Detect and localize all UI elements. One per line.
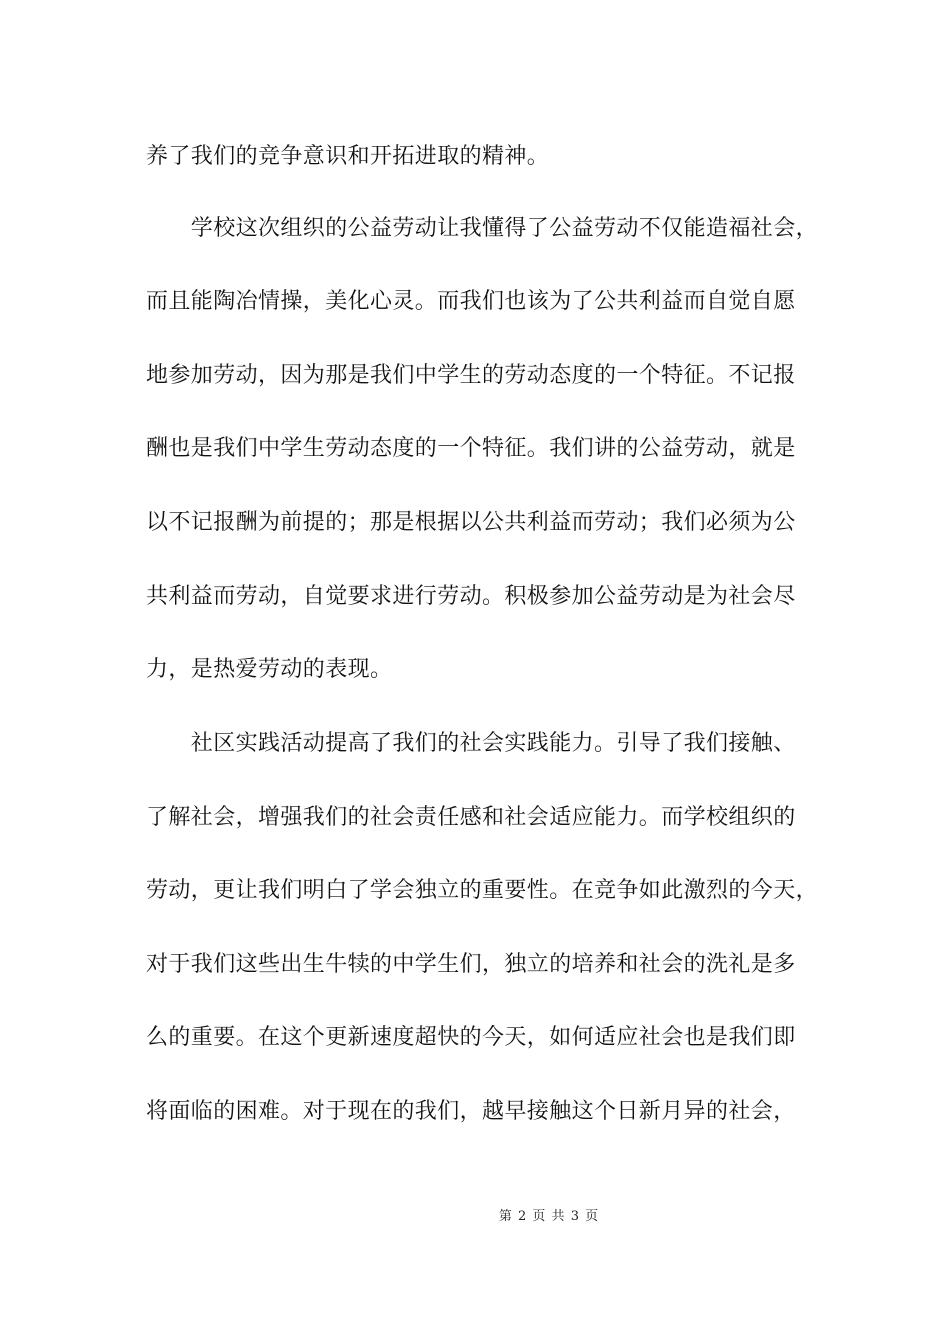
text-line: 对于我们这些出生牛犊的中学生们，独立的培养和社会的洗礼是多 xyxy=(146,952,796,977)
text-line: 社区实践活动提高了我们的社会实践能力。引导了我们接触、 xyxy=(146,731,796,756)
text-line: 了解社会，增强我们的社会责任感和社会适应能力。而学校组织的 xyxy=(146,805,796,830)
text-line: 地参加劳动，因为那是我们中学生的劳动态度的一个特征。不记报 xyxy=(146,363,796,388)
text-line: 养了我们的竞争意识和开拓进取的精神。 xyxy=(146,144,550,169)
text-line: 力，是热爱劳动的表现。 xyxy=(146,657,393,682)
text-line: 酬也是我们中学生劳动态度的一个特征。我们讲的公益劳动，就是 xyxy=(146,436,796,461)
page-footer xyxy=(0,1208,950,1226)
page-number: 第 2 页 共 3 页 xyxy=(498,1209,600,1224)
text-line: 么的重要。在这个更新速度超快的今天，如何适应社会也是我们即 xyxy=(146,1025,796,1050)
text-line: 而且能陶冶情操，美化心灵。而我们也该为了公共利益而自觉自愿 xyxy=(146,289,796,314)
text-line: 共利益而劳动，自觉要求进行劳动。积极参加公益劳动是为社会尽 xyxy=(146,584,796,609)
text-line: 劳动，更让我们明白了学会独立的重要性。在竞争如此激烈的今天， xyxy=(146,878,819,903)
text-line: 将面临的困难。对于现在的我们，越早接触这个日新月异的社会， xyxy=(146,1099,796,1124)
text-line: 以不记报酬为前提的；那是根据以公共利益而劳动；我们必须为公 xyxy=(146,510,796,535)
text-line: 学校这次组织的公益劳动让我懂得了公益劳动不仅能造福社会， xyxy=(146,216,819,241)
